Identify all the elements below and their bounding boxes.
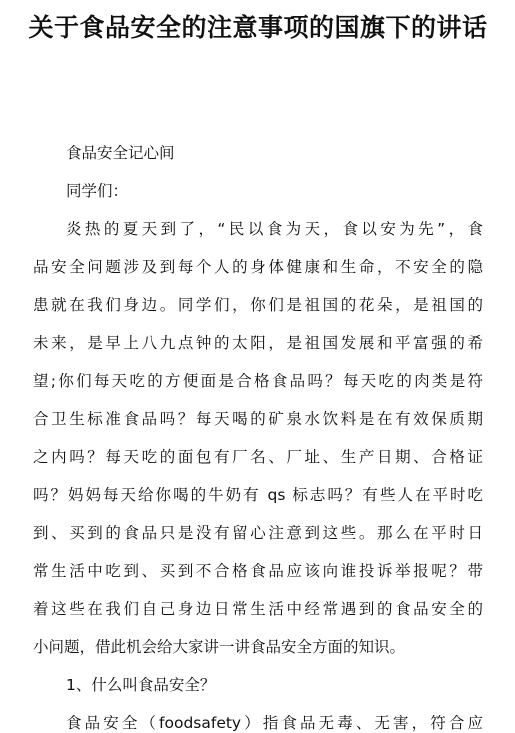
body-line: 之内吗？每天吃的面包有厂名、厂址、生产日期、合格证 [33,448,483,466]
body-line: 未来，是早上八九点钟的太阳，是祖国发展和平富强的希 [33,334,483,352]
salutation: 同学们： [66,182,129,200]
section-heading: 食品安全记心间 [66,144,175,162]
body-line: 炎热的夏天到了，“民以食为天，食以安为先”，食 [66,220,483,238]
question-heading: 1、什么叫食品安全？ [66,676,216,694]
body-line: 着这些在我们自己身边日常生活中经常遇到的食品安全的 [33,600,483,618]
body-line: 小问题，借此机会给大家讲一讲食品安全方面的知识。 [33,638,406,656]
body-line: 到、买到的食品只是没有留心注意到这些。那么在平时日 [33,524,483,542]
body-line: 合卫生标准食品吗？每天喝的矿泉水饮料是在有效保质期 [33,410,483,428]
body-line: 患就在我们身边。同学们，你们是祖国的花朵，是祖国的 [33,296,483,314]
body-line: 食品安全（foodsafety）指食品无毒、无害，符合应 [66,714,483,732]
body-line: 吗？妈妈每天给你喝的牛奶有 qs 标志吗？有些人在平时吃 [33,486,483,504]
body-line: 常生活中吃到、买到不合格食品应该向谁投诉举报呢？带 [33,562,483,580]
document-title: 关于食品安全的注意事项的国旗下的讲话 [28,13,488,42]
body-line: 品安全问题涉及到每个人的身体健康和生命，不安全的隐 [33,258,483,276]
body-line: 望;你们每天吃的方便面是合格食品吗？每天吃的肉类是符 [33,372,483,390]
